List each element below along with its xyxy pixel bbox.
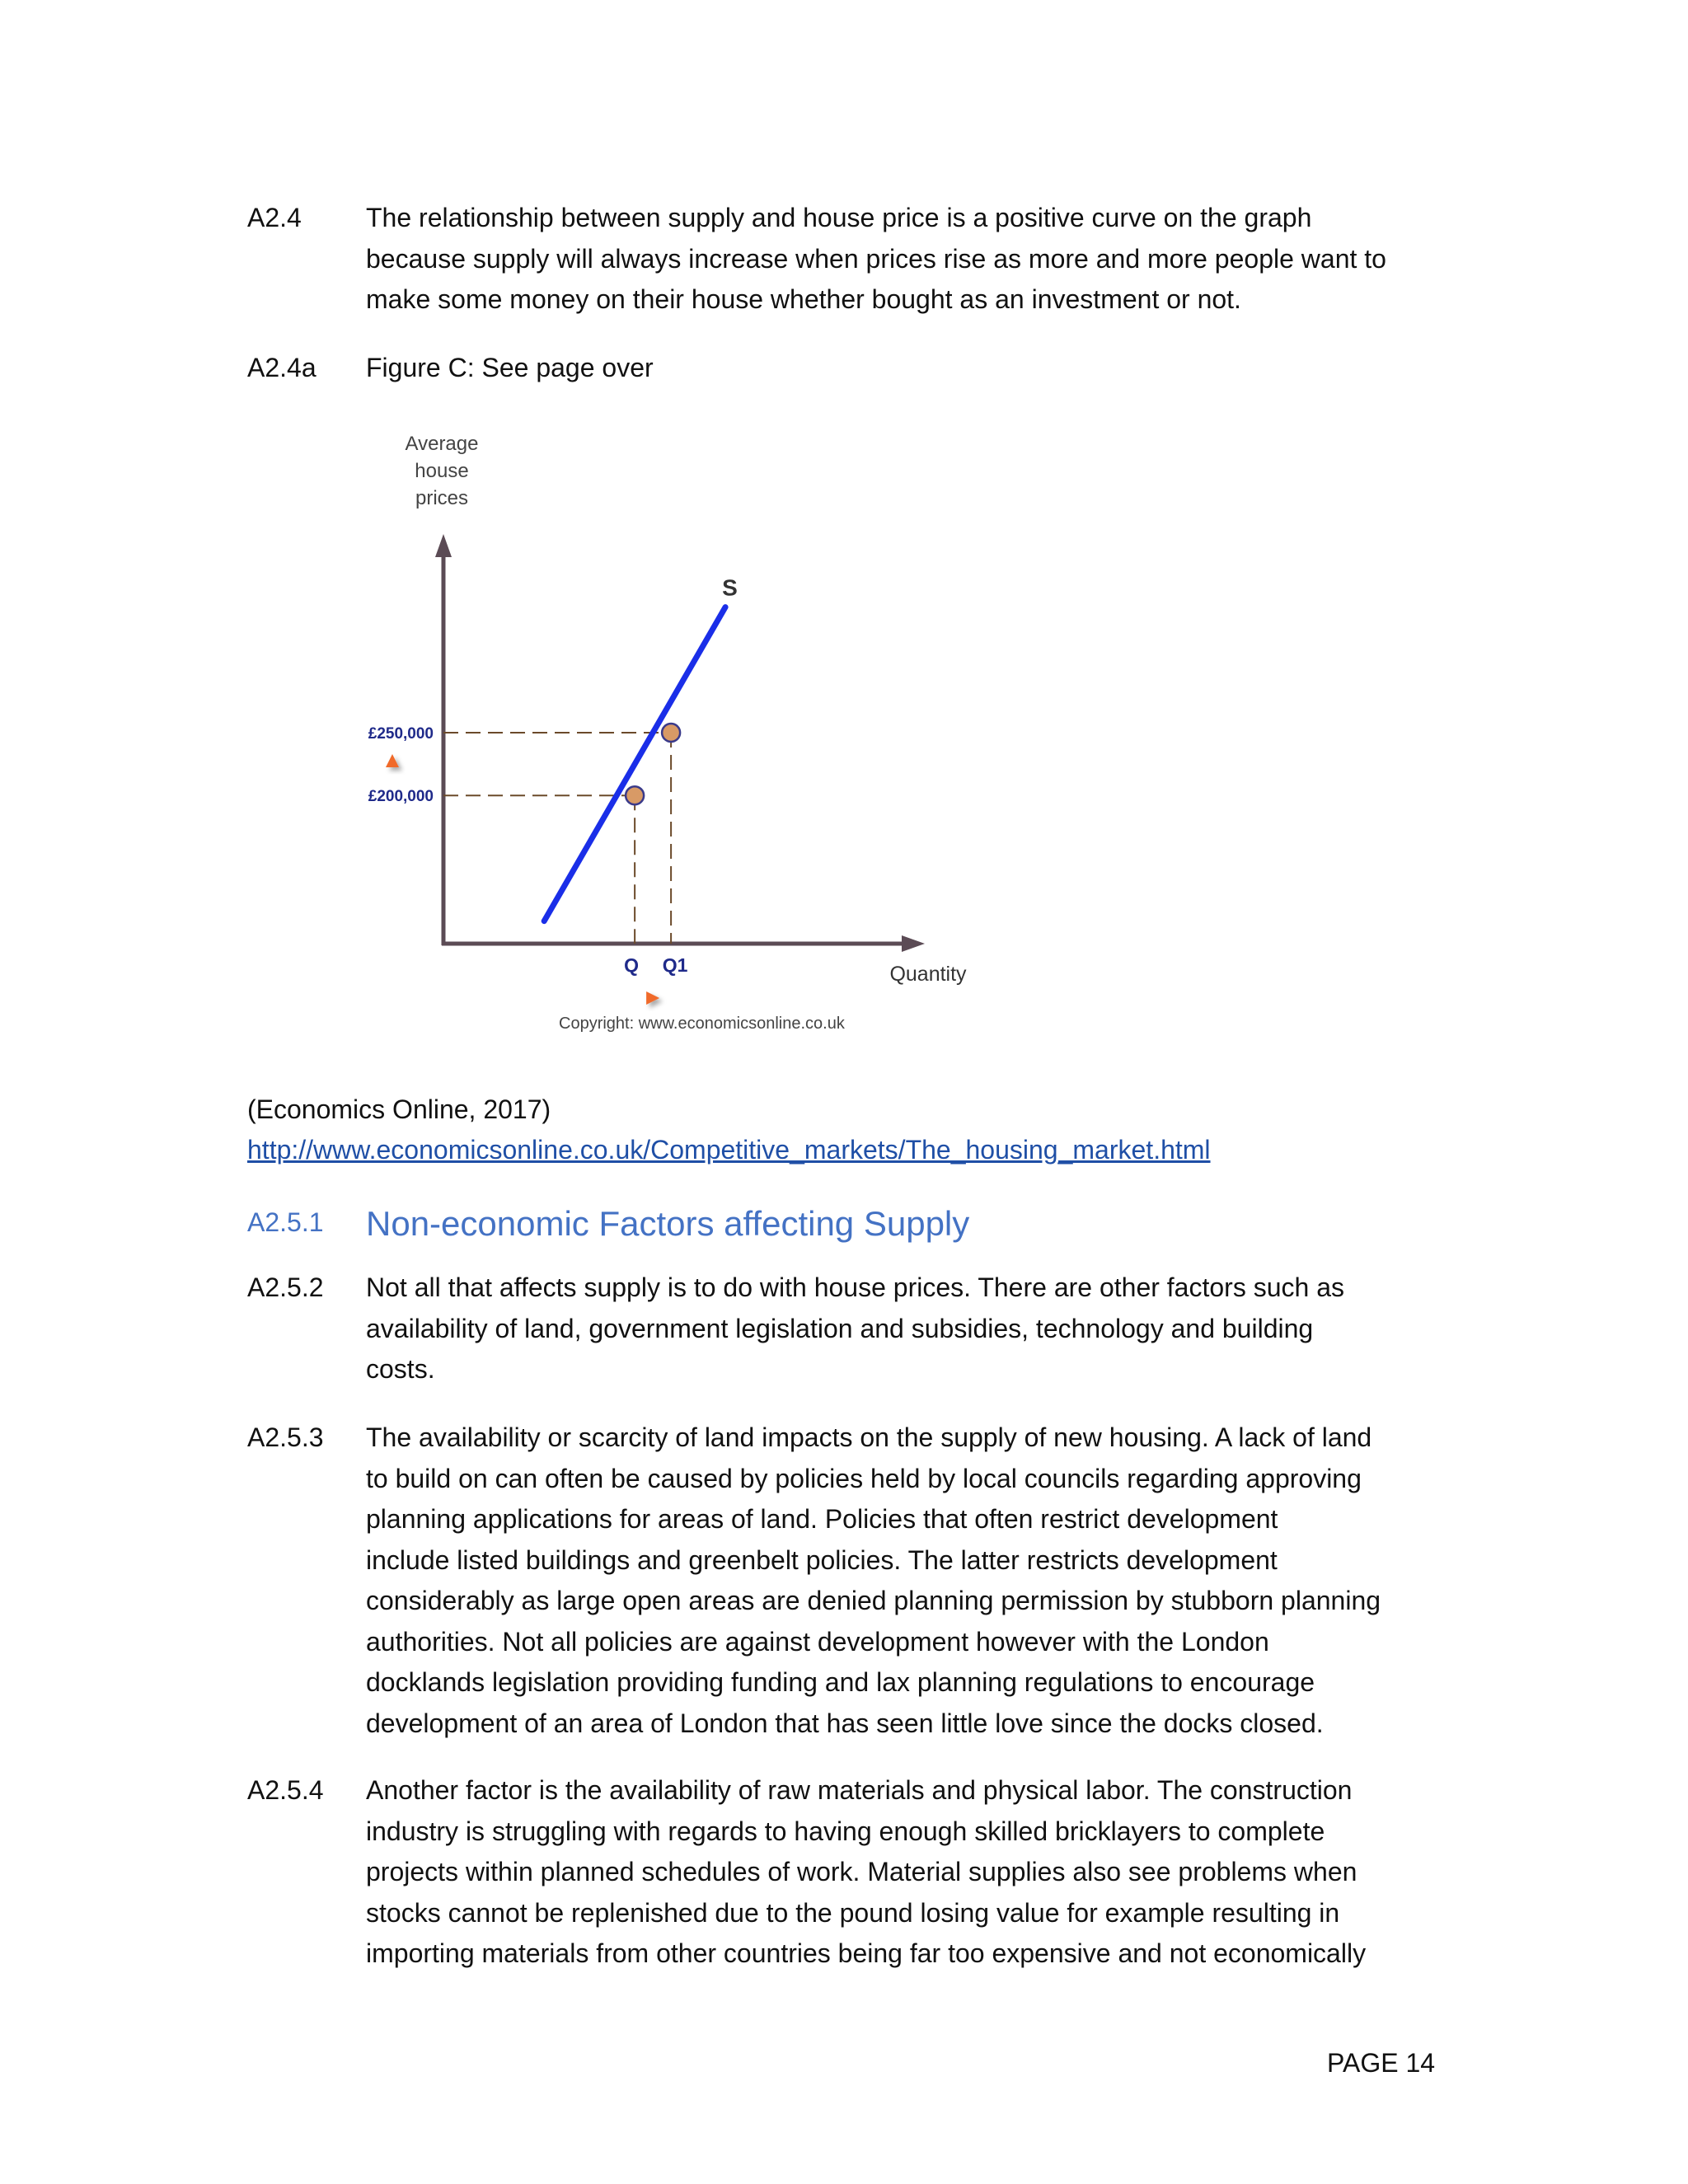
text-line: make some money on their house whether bought as an investment or not. bbox=[366, 284, 1241, 314]
equilibrium-point bbox=[626, 786, 644, 804]
text-line: projects within planned schedules of work. Material supplies also see problems when bbox=[366, 1857, 1357, 1886]
paragraph-number: A2.5.2 bbox=[247, 1272, 324, 1302]
paragraph-a2-5-3 bbox=[247, 1418, 1467, 1744]
text-line: importing materials from other countries being far too expensive and not economically bbox=[366, 1938, 1367, 1968]
text-line: costs. bbox=[366, 1354, 435, 1384]
x-axis-label: Quantity bbox=[889, 963, 967, 986]
text-line: docklands legislation providing funding and lax planning regulations to encourage bbox=[366, 1667, 1315, 1697]
text-line: authorities. Not all policies are against development however with the London bbox=[366, 1626, 1269, 1657]
section-title: Non-economic Factors affecting Supply bbox=[366, 1204, 970, 1243]
y-axis-label-line: Average bbox=[405, 433, 479, 455]
equilibrium-point bbox=[662, 724, 680, 742]
text-line: Not all that affects supply is to do with house prices. There are other factors such as bbox=[366, 1272, 1344, 1302]
text-line: include listed buildings and greenbelt policies. The latter restricts development bbox=[366, 1544, 1278, 1575]
supply-curve-label: S bbox=[722, 574, 738, 601]
paragraph-number: A2.4 bbox=[247, 203, 302, 232]
y-axis-label-line: house bbox=[415, 460, 469, 482]
paragraph-number: A2.4a bbox=[247, 353, 316, 382]
quantity-increase-arrow-head bbox=[646, 991, 659, 1005]
text-line: development of an area of London that has seen little love since the docks closed. bbox=[366, 1708, 1324, 1738]
text-line: considerably as large open areas are denied planning permission by stubborn planning bbox=[366, 1586, 1381, 1615]
price-tick-label: £250,000 bbox=[368, 725, 434, 743]
paragraph-a2-5-4 bbox=[247, 1770, 1467, 1975]
text-line: industry is struggling with regards to having enough skilled bricklayers to complete bbox=[366, 1816, 1325, 1846]
text-line: stocks cannot be replenished due to the pound losing value for example resulting in bbox=[366, 1897, 1340, 1928]
citation-source: (Economics Online, 2017) bbox=[247, 1094, 551, 1124]
quantity-tick-label: Q1 bbox=[662, 954, 688, 976]
paragraph-a2-4 bbox=[247, 198, 1467, 321]
price-increase-arrow-head bbox=[386, 754, 399, 767]
x-axis-arrowhead bbox=[902, 935, 925, 952]
y-axis-label-line: prices bbox=[415, 487, 469, 509]
text-line: Another factor is the availability of raw materials and physical labor. The construction bbox=[366, 1775, 1353, 1805]
citation-link[interactable]: http://www.economicsonline.co.uk/Competitive_markets/The_housing_market.html bbox=[247, 1135, 1211, 1165]
page-number: PAGE 14 bbox=[1327, 2048, 1436, 2078]
supply-curve-chart bbox=[330, 412, 989, 1071]
paragraph-number: A2.5.4 bbox=[247, 1775, 324, 1805]
paragraph-number: A2.5.3 bbox=[247, 1422, 324, 1452]
section-heading bbox=[247, 1199, 1467, 1249]
y-axis-arrowhead bbox=[435, 534, 452, 557]
text-line: to build on can often be caused by policies held by local councils regarding approving bbox=[366, 1463, 1362, 1493]
paragraph-a2-5-2 bbox=[247, 1268, 1467, 1390]
text-line: The relationship between supply and house price is a positive curve on the graph bbox=[366, 203, 1312, 232]
section-number: A2.5.1 bbox=[247, 1207, 324, 1237]
text-line: The availability or scarcity of land impacts on the supply of new housing. A lack of land bbox=[366, 1422, 1372, 1452]
price-tick-label: £200,000 bbox=[368, 788, 434, 806]
paragraph-a2-4a bbox=[247, 348, 1467, 389]
text-line: because supply will always increase when prices rise as more and more people want to bbox=[366, 243, 1386, 274]
quantity-tick-label: Q bbox=[624, 954, 640, 976]
text-line: availability of land, government legislation and subsidies, technology and building bbox=[366, 1313, 1314, 1343]
text-line: Figure C: See page over bbox=[366, 353, 654, 382]
chart-copyright: Copyright: www.economicsonline.co.uk bbox=[559, 1015, 845, 1033]
text-line: planning applications for areas of land. Policies that often restrict development bbox=[366, 1504, 1278, 1534]
